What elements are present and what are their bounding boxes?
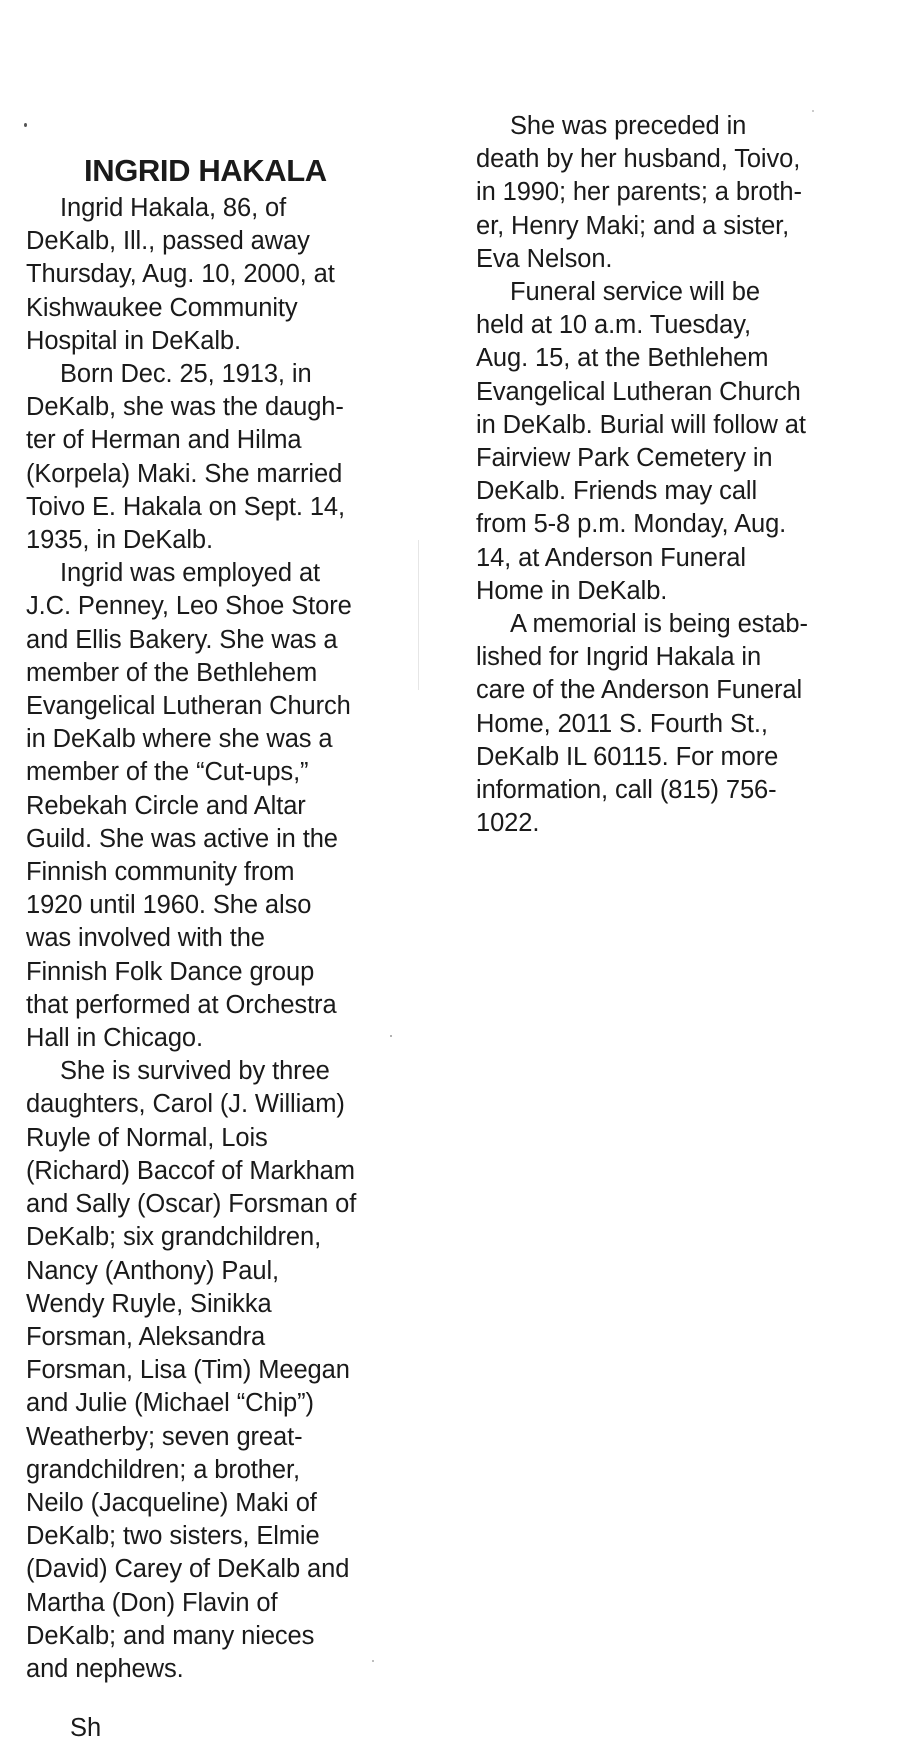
text-line: Ingrid was employed at: [60, 559, 321, 588]
left-text-column: [26, 192, 421, 1686]
text-line: Home in DeKalb.: [476, 576, 668, 605]
text-line: Hall in Chicago.: [26, 1024, 203, 1053]
text-line: She is survived by three: [60, 1057, 330, 1086]
text-line: that performed at Orchestra: [26, 990, 337, 1019]
text-line: Rebekah Circle and Altar: [26, 791, 306, 820]
text-line: Forsman, Aleksandra: [26, 1322, 266, 1351]
text-line: J.C. Penney, Leo Shoe Store: [26, 592, 352, 621]
text-line: DeKalb IL 60115. For more: [476, 742, 779, 771]
text-line: DeKalb; two sisters, Elmie: [26, 1522, 320, 1551]
text-line: Fairview Park Cemetery in: [476, 444, 773, 473]
text-line: er, Henry Maki; and a sister,: [476, 211, 790, 240]
text-line: in DeKalb where she was a: [26, 725, 333, 754]
text-line: information, call (815) 756-: [476, 776, 777, 805]
text-line: ter of Herman and Hilma: [26, 426, 302, 455]
scan-fold-mark: [418, 540, 419, 690]
text-line: from 5-8 p.m. Monday, Aug.: [476, 510, 787, 539]
text-line: Finnish community from: [26, 858, 295, 887]
text-line: (David) Carey of DeKalb and: [26, 1555, 350, 1584]
text-line: DeKalb, Ill., passed away: [26, 227, 310, 256]
text-line: Eva Nelson.: [476, 244, 613, 273]
scan-speck: [24, 123, 27, 127]
text-line: 14, at Anderson Funeral: [476, 543, 746, 572]
text-line: grandchildren; a brother,: [26, 1455, 300, 1484]
text-line: in DeKalb. Burial will follow at: [476, 410, 806, 439]
text-line: 1920 until 1960. She also: [26, 891, 312, 920]
text-line: lished for Ingrid Hakala in: [476, 643, 762, 672]
text-line: A memorial is being estab-: [510, 610, 808, 639]
text-line: Kishwaukee Community: [26, 293, 298, 322]
text-line: Thursday, Aug. 10, 2000, at: [26, 260, 335, 289]
text-line: Weatherby; seven great-: [26, 1422, 303, 1451]
cutoff-text-fragment: Sh: [70, 1714, 102, 1742]
text-line: 1022.: [476, 809, 540, 838]
text-line: Ruyle of Normal, Lois: [26, 1123, 268, 1152]
text-line: in 1990; her parents; a broth-: [476, 178, 802, 207]
scan-speck: [812, 110, 814, 112]
text-line: Aug. 15, at the Bethlehem: [476, 344, 769, 373]
text-line: (Korpela) Maki. She married: [26, 459, 343, 488]
text-line: Forsman, Lisa (Tim) Meegan: [26, 1356, 350, 1385]
text-line: She was preceded in: [510, 112, 747, 140]
text-line: Evangelical Lutheran Church: [476, 377, 801, 406]
text-line: (Richard) Baccof of Markham: [26, 1156, 355, 1185]
text-line: and nephews.: [26, 1654, 184, 1683]
text-line: Neilo (Jacqueline) Maki of: [26, 1488, 317, 1517]
text-line: death by her husband, Toivo,: [476, 145, 801, 174]
text-line: member of the Bethlehem: [26, 658, 318, 687]
obituary-title: INGRID HAKALA: [84, 153, 327, 188]
text-line: DeKalb; and many nieces: [26, 1621, 315, 1650]
scan-speck: [390, 1035, 392, 1037]
text-line: care of the Anderson Funeral: [476, 676, 803, 705]
text-line: DeKalb; six grandchildren,: [26, 1223, 322, 1252]
text-line: DeKalb. Friends may call: [476, 477, 758, 506]
text-line: Guild. She was active in the: [26, 824, 338, 853]
text-line: and Ellis Bakery. She was a: [26, 625, 338, 654]
text-line: was involved with the: [26, 924, 265, 953]
text-line: member of the “Cut-ups,”: [26, 758, 309, 787]
text-line: and Sally (Oscar) Forsman of: [26, 1190, 357, 1219]
text-line: Toivo E. Hakala on Sept. 14,: [26, 492, 345, 521]
text-line: DeKalb, she was the daugh-: [26, 393, 344, 422]
text-line: Finnish Folk Dance group: [26, 957, 315, 986]
text-line: Evangelical Lutheran Church: [26, 692, 351, 721]
text-line: Born Dec. 25, 1913, in: [60, 360, 312, 389]
scan-speck: [372, 1660, 374, 1662]
text-line: Martha (Don) Flavin of: [26, 1588, 278, 1617]
text-line: Nancy (Anthony) Paul,: [26, 1256, 280, 1285]
text-line: held at 10 a.m. Tuesday,: [476, 311, 751, 340]
text-line: Home, 2011 S. Fourth St.,: [476, 709, 768, 738]
text-line: Funeral service will be: [510, 278, 760, 307]
text-line: Wendy Ruyle, Sinikka: [26, 1289, 272, 1318]
text-line: Hospital in DeKalb.: [26, 326, 241, 355]
text-line: Ingrid Hakala, 86, of: [60, 194, 287, 222]
text-line: 1935, in DeKalb.: [26, 526, 213, 555]
text-line: and Julie (Michael “Chip”): [26, 1389, 314, 1418]
text-line: daughters, Carol (J. William): [26, 1090, 345, 1119]
right-text-column: [476, 110, 876, 840]
